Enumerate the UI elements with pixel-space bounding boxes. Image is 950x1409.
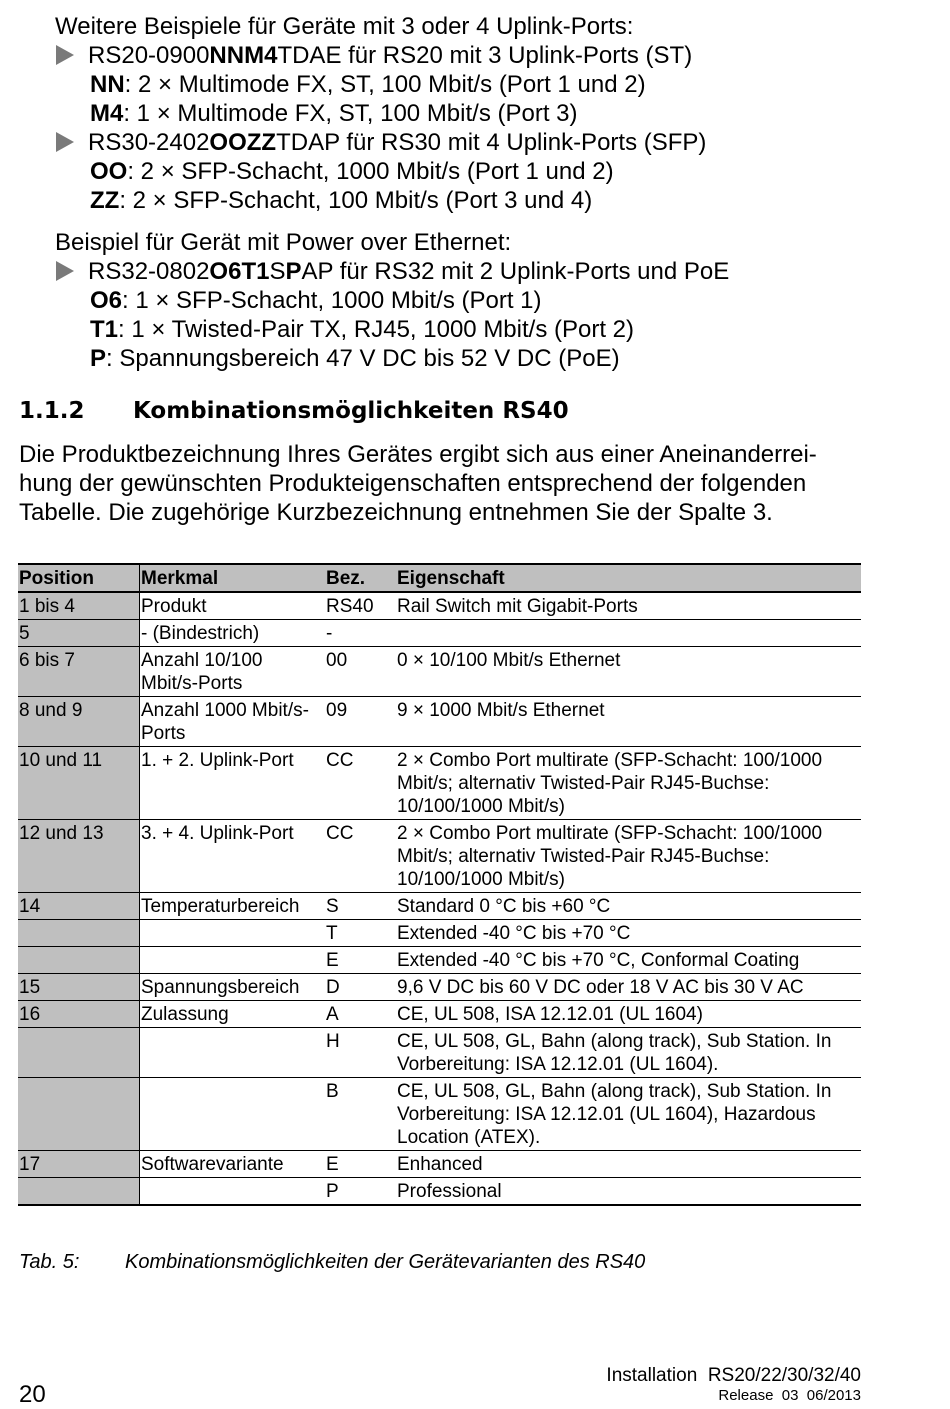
cell-bez: E	[325, 1151, 396, 1178]
table-row	[18, 1151, 861, 1178]
cell-bez: A	[325, 1001, 396, 1028]
cell-position: 12 und 13	[18, 820, 140, 893]
cell-bez: D	[325, 974, 396, 1001]
cell-bez: 00	[325, 647, 396, 697]
footer-title: Installation RS20/22/30/32/40	[606, 1365, 861, 1386]
cell-bez: E	[325, 947, 396, 974]
cell-position	[18, 1028, 140, 1078]
cell-position: 6 bis 7	[18, 647, 140, 697]
cell-merkmal: Produkt	[140, 592, 326, 620]
table-row	[18, 620, 861, 647]
cell-eigenschaft: Rail Switch mit Gigabit-Ports	[396, 592, 861, 620]
table-header-row	[18, 564, 861, 592]
column-header: Merkmal	[140, 564, 326, 592]
cell-position: 14	[18, 893, 140, 920]
example-rs32: RS32-0802O6T1SPAP für RS32 mit 2 Uplink-Ports und PoE	[55, 257, 915, 286]
cell-bez: 09	[325, 697, 396, 747]
table-row	[18, 592, 861, 620]
cell-position	[18, 1078, 140, 1151]
cell-bez: T	[325, 920, 396, 947]
section-heading	[19, 398, 569, 424]
intro-poe-heading: Beispiel für Gerät mit Power over Ethernet:	[55, 229, 512, 256]
example-rs32-detail: P: Spannungsbereich 47 V DC bis 52 V DC (PoE)	[90, 345, 620, 372]
cell-eigenschaft: 2 × Combo Port multirate (SFP-Schacht: 100/1000 Mbit/s; alternativ Twisted-Pair RJ45-Buchse: 10/100/1000 Mbit/s)	[396, 820, 861, 893]
example-rs30: RS30-2402OOZZTDAP für RS30 mit 4 Uplink-Ports (SFP)	[55, 128, 915, 157]
cell-position	[18, 947, 140, 974]
cell-merkmal: Softwarevariante	[140, 1151, 326, 1178]
cell-bez: -	[325, 620, 396, 647]
caption-text: Kombinationsmöglichkeiten der Gerätevarianten des RS40	[125, 1251, 646, 1273]
table-row	[18, 947, 861, 974]
example-rs20-detail: M4: 1 × Multimode FX, ST, 100 Mbit/s (Port 3)	[90, 100, 578, 127]
column-header: Position	[18, 564, 140, 592]
cell-position: 8 und 9	[18, 697, 140, 747]
table-body	[18, 592, 861, 1205]
triangle-bullet-icon	[56, 261, 74, 281]
cell-eigenschaft: Standard 0 °C bis +60 °C	[396, 893, 861, 920]
page-footer	[606, 1365, 861, 1405]
cell-eigenschaft: Extended -40 °C bis +70 °C, Conformal Coating	[396, 947, 861, 974]
triangle-bullet-icon	[56, 132, 74, 152]
cell-eigenschaft: CE, UL 508, ISA 12.12.01 (UL 1604)	[396, 1001, 861, 1028]
cell-bez: S	[325, 893, 396, 920]
intro-uplink-block	[55, 12, 915, 215]
cell-merkmal: 3. + 4. Uplink-Port	[140, 820, 326, 893]
cell-eigenschaft: CE, UL 508, GL, Bahn (along track), Sub Station. In Vorbereitung: ISA 12.12.01 (UL 1604).	[396, 1028, 861, 1078]
example-rs20-detail: NN: 2 × Multimode FX, ST, 100 Mbit/s (Port 1 und 2)	[90, 71, 646, 98]
cell-eigenschaft: CE, UL 508, GL, Bahn (along track), Sub Station. In Vorbereitung: ISA 12.12.01 (UL 1604), Hazardous Location (ATEX).	[396, 1078, 861, 1151]
cell-eigenschaft: Enhanced	[396, 1151, 861, 1178]
cell-bez: CC	[325, 747, 396, 820]
cell-merkmal	[140, 1028, 326, 1078]
cell-position: 5	[18, 620, 140, 647]
cell-merkmal	[140, 1178, 326, 1206]
table-row	[18, 647, 861, 697]
example-rs30-detail: ZZ: 2 × SFP-Schacht, 100 Mbit/s (Port 3 und 4)	[90, 187, 593, 214]
table-row	[18, 974, 861, 1001]
cell-merkmal: - (Bindestrich)	[140, 620, 326, 647]
cell-bez: CC	[325, 820, 396, 893]
cell-position: 16	[18, 1001, 140, 1028]
cell-eigenschaft: Extended -40 °C bis +70 °C	[396, 920, 861, 947]
cell-merkmal: Anzahl 1000 Mbit/s-Ports	[140, 697, 326, 747]
cell-merkmal	[140, 920, 326, 947]
cell-position	[18, 920, 140, 947]
triangle-bullet-icon	[56, 45, 74, 65]
table-row	[18, 893, 861, 920]
section-title: Kombinationsmöglichkeiten RS40	[133, 398, 569, 424]
intro-poe-block	[55, 228, 915, 373]
cell-bez: RS40	[325, 592, 396, 620]
table-row	[18, 1078, 861, 1151]
example-rs30-detail: OO: 2 × SFP-Schacht, 1000 Mbit/s (Port 1 und 2)	[90, 158, 614, 185]
cell-eigenschaft	[396, 620, 861, 647]
example-rs20: RS20-0900NNM4TDAE für RS20 mit 3 Uplink-Ports (ST)	[55, 41, 915, 70]
table-row	[18, 1178, 861, 1206]
cell-merkmal: Spannungsbereich	[140, 974, 326, 1001]
cell-bez: H	[325, 1028, 396, 1078]
example-rs32-detail: O6: 1 × SFP-Schacht, 1000 Mbit/s (Port 1)	[90, 287, 542, 314]
cell-bez: P	[325, 1178, 396, 1206]
cell-eigenschaft: 0 × 10/100 Mbit/s Ethernet	[396, 647, 861, 697]
table-row	[18, 697, 861, 747]
cell-position: 15	[18, 974, 140, 1001]
cell-merkmal	[140, 1078, 326, 1151]
cell-eigenschaft: 9,6 V DC bis 60 V DC oder 18 V AC bis 30 V AC	[396, 974, 861, 1001]
cell-eigenschaft: 9 × 1000 Mbit/s Ethernet	[396, 697, 861, 747]
cell-position: 17	[18, 1151, 140, 1178]
column-header: Eigenschaft	[396, 564, 861, 592]
caption-label: Tab. 5:	[19, 1251, 80, 1273]
table-row	[18, 1028, 861, 1078]
cell-position: 10 und 11	[18, 747, 140, 820]
cell-position: 1 bis 4	[18, 592, 140, 620]
table-row	[18, 1001, 861, 1028]
combination-table	[18, 563, 861, 1206]
cell-position	[18, 1178, 140, 1206]
cell-merkmal	[140, 947, 326, 974]
page-number: 20	[19, 1381, 46, 1408]
cell-merkmal: Zulassung	[140, 1001, 326, 1028]
cell-bez: B	[325, 1078, 396, 1151]
section-number: 1.1.2	[19, 398, 85, 424]
table-row	[18, 820, 861, 893]
cell-merkmal: Anzahl 10/100 Mbit/s-Ports	[140, 647, 326, 697]
cell-merkmal: Temperaturbereich	[140, 893, 326, 920]
cell-merkmal: 1. + 2. Uplink-Port	[140, 747, 326, 820]
example-rs32-detail: T1: 1 × Twisted-Pair TX, RJ45, 1000 Mbit/s (Port 2)	[90, 316, 635, 343]
cell-eigenschaft: 2 × Combo Port multirate (SFP-Schacht: 100/1000 Mbit/s; alternativ Twisted-Pair RJ45-Buchse: 10/100/1000 Mbit/s)	[396, 747, 861, 820]
table-row	[18, 747, 861, 820]
intro-uplink-heading: Weitere Beispiele für Geräte mit 3 oder 4 Uplink-Ports:	[55, 13, 634, 40]
cell-eigenschaft: Professional	[396, 1178, 861, 1206]
footer-release: Release 03 06/2013	[718, 1387, 861, 1404]
section-paragraph: Die Produktbezeichnung Ihres Gerätes ergibt sich aus einer Aneinanderrei- hung der gewünschten Produkteigenschaften entsprechend der folgenden Tabelle. Die zugehörige Kurzbezeichnung entnehmen Sie der Spalte 3.	[19, 441, 817, 526]
table-caption	[19, 1251, 645, 1274]
column-header: Bez.	[325, 564, 396, 592]
table-row	[18, 920, 861, 947]
